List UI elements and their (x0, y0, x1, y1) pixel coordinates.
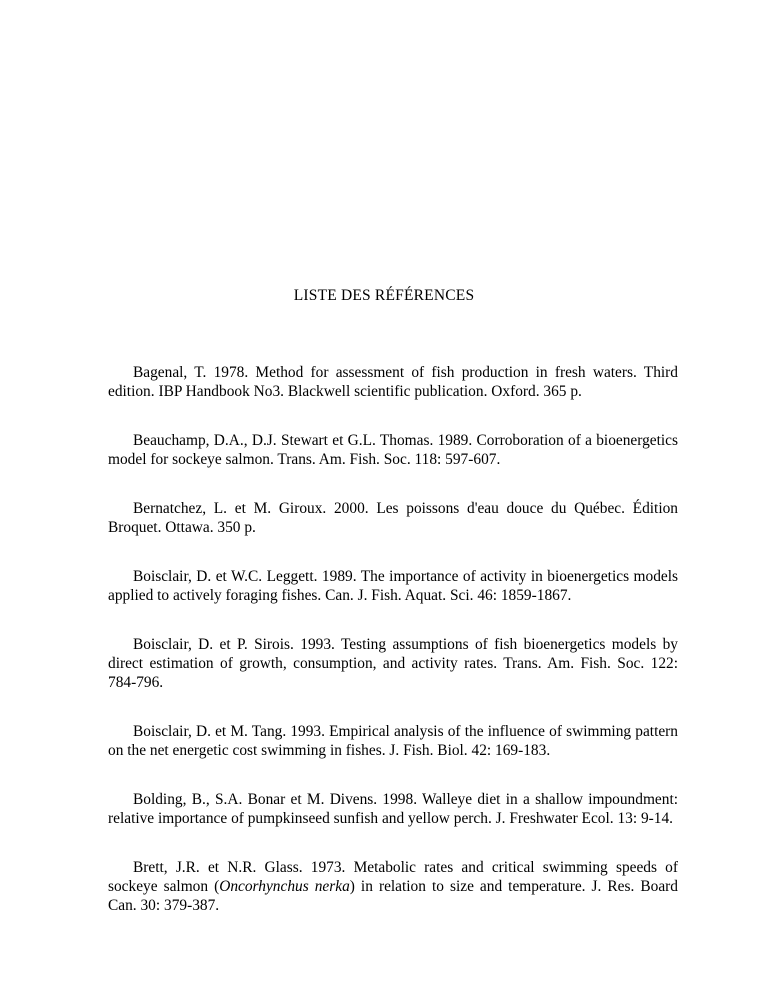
reference-text: Beauchamp, D.A., D.J. Stewart et G.L. Thomas. 1989. Corroboration of a bioenergetics model for sockeye salmon. Trans. Am. Fish. Soc. 118: 597-607. (108, 432, 678, 468)
reference-list (108, 363, 678, 945)
reference-entry (108, 499, 678, 537)
reference-text: Boisclair, D. et W.C. Leggett. 1989. The importance of activity in bioenergetics models applied to actively foraging fishes. Can. J. Fish. Aquat. Sci. 46: 1859-1867. (108, 568, 678, 604)
reference-entry (108, 790, 678, 828)
reference-text: Boisclair, D. et P. Sirois. 1993. Testing assumptions of fish bioenergetics models by direct estimation of growth, consumption, and activity rates. Trans. Am. Fish. Soc. 122: 784-796. (108, 636, 678, 691)
reference-text: Bagenal, T. 1978. Method for assessment of fish production in fresh waters. Third edition. IBP Handbook No3. Blackwell scientific publication. Oxford. 365 p. (108, 364, 678, 400)
reference-text: Brett, J.R. et N.R. Glass. 1973. Metabolic rates and critical swimming speeds of sockeye salmon ( (108, 859, 678, 895)
reference-entry (108, 567, 678, 605)
reference-entry (108, 858, 678, 915)
reference-text: Boisclair, D. et M. Tang. 1993. Empirical analysis of the influence of swimming pattern on the net energetic cost swimming in fishes. J. Fish. Biol. 42: 169-183. (108, 723, 678, 759)
reference-entry (108, 363, 678, 401)
species-name: Oncorhynchus nerka (219, 878, 350, 895)
reference-entry (108, 635, 678, 692)
reference-entry (108, 722, 678, 760)
reference-text: Bernatchez, L. et M. Giroux. 2000. Les poissons d'eau douce du Québec. Édition Broquet. Ottawa. 350 p. (108, 500, 678, 536)
page-title: LISTE DES RÉFÉRENCES (293, 287, 475, 304)
reference-text: Bolding, B., S.A. Bonar et M. Divens. 1998. Walleye diet in a shallow impoundment: relative importance of pumpkinseed sunfish and yellow perch. J. Freshwater Ecol. 13: 9-14. (108, 791, 678, 827)
reference-text: ) in relation to size and temperature. J. Res. Board Can. 30: 379-387. (108, 878, 678, 914)
reference-entry (108, 431, 678, 469)
